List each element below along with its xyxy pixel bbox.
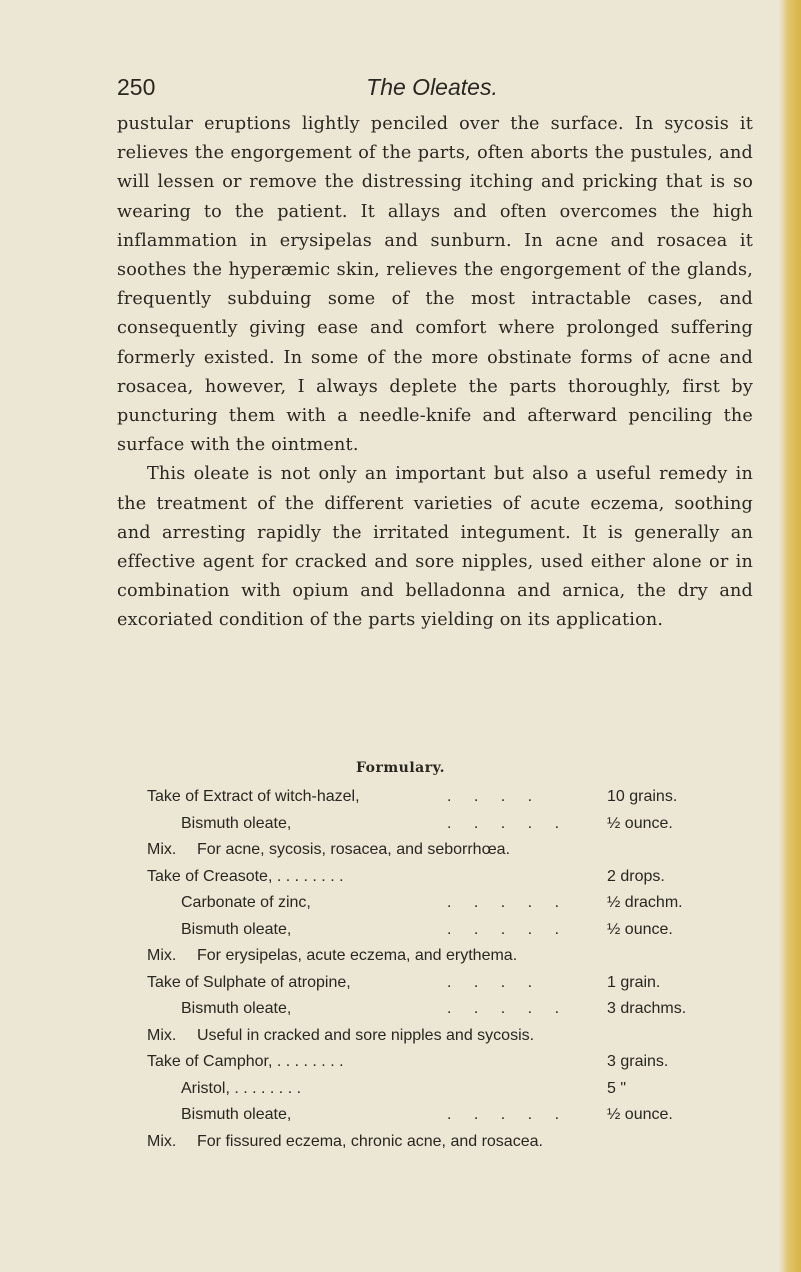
formulary-mix-line <box>147 1023 732 1050</box>
leader-dots: . . . . . <box>447 1000 569 1017</box>
ingredient-amount: ½ ounce. <box>607 814 673 832</box>
mix-indication: For fissured eczema, chronic acne, and rosacea. <box>197 1132 543 1150</box>
formulary-ingredient-line <box>147 1076 732 1103</box>
ingredient-amount: 5 " <box>607 1079 627 1097</box>
formulary-ingredient-line <box>147 890 732 917</box>
mix-label: Mix. <box>147 947 177 964</box>
formulary-ingredient-line <box>147 811 732 838</box>
ingredient-name: Bismuth oleate, <box>181 814 292 832</box>
ingredient-name: Take of Sulphate of atropine, <box>147 973 351 991</box>
formulary-ingredient-line <box>147 970 732 997</box>
formulary-list <box>147 784 732 1155</box>
ingredient-name: Bismuth oleate, <box>181 1106 292 1123</box>
formulary-mix-line <box>147 1129 732 1156</box>
body-text <box>117 110 753 636</box>
paragraph: This oleate is not only an important but also a useful remedy in the treatment of the different varieties of acute eczema, soothing and arresting rapidly the irritated integument. It is generally an effective agent for cracked and sore nipples, used either alone or in combination with opium and belladonna and arnica, the dry and excoriated condition of the parts yielding on its application. <box>117 464 753 631</box>
leader-dots: . . . . . <box>447 894 569 911</box>
mix-indication: Useful in cracked and sore nipples and sycosis. <box>197 1026 535 1044</box>
formulary-mix-line <box>147 943 732 970</box>
ingredient-amount: ½ ounce. <box>607 920 673 938</box>
ingredient-amount: ½ ounce. <box>607 1106 673 1123</box>
ingredient-amount: ½ drachm. <box>607 894 683 911</box>
page-number: 250 <box>117 74 156 100</box>
mix-indication: For acne, sycosis, rosacea, and seborrhœa. <box>197 841 511 858</box>
ingredient-amount: 3 drachms. <box>607 1000 687 1017</box>
ingredient-amount: 2 drops. <box>607 867 665 885</box>
formulary-ingredient-line <box>147 1102 732 1129</box>
formulary-ingredient-line <box>147 1049 732 1076</box>
formulary-ingredient-line <box>147 864 732 891</box>
formulary-heading: Formulary. <box>355 760 446 776</box>
ingredient-name: Bismuth oleate, <box>181 920 292 938</box>
ingredient-amount: 3 grains. <box>607 1053 669 1070</box>
ingredient-amount: 1 grain. <box>607 973 661 991</box>
ingredient-name: Take of Camphor, . . . . . . . . <box>147 1053 344 1070</box>
formulary-ingredient-line <box>147 784 732 811</box>
leader-dots: . . . . <box>447 788 542 805</box>
leader-dots: . . . . . <box>447 814 569 832</box>
formulary-ingredient-line <box>147 917 732 944</box>
ingredient-name: Take of Extract of witch-hazel, <box>147 788 360 805</box>
mix-indication: For erysipelas, acute eczema, and erythema. <box>197 947 518 964</box>
running-title: The Oleates. <box>366 74 498 100</box>
ingredient-name: Take of Creasote, . . . . . . . . <box>147 867 344 885</box>
ingredient-name: Carbonate of zinc, <box>181 894 311 911</box>
formulary-ingredient-line <box>147 996 732 1023</box>
mix-label: Mix. <box>147 1132 177 1150</box>
ingredient-name: Bismuth oleate, <box>181 1000 292 1017</box>
paragraph: pustular eruptions lightly penciled over the surface. In sycosis it relieves the engorgement of the parts, often aborts the pustules, and will lessen or remove the distressing itching and pricking that is so wearing to the patient. It allays and often overcomes the high inflammation in erysipelas and sunburn. In acne and rosacea it soothes the hyperæmic skin, relieves the engorgement of the glands, frequently subduing some of the most intractable cases, and consequently giving ease and comfort where prolonged suffering formerly existed. In some of the more obstinate forms of acne and rosacea, however, I always deplete the parts thoroughly, first by puncturing them with a needle-knife and afterward penciling the surface with the ointment. <box>117 114 753 456</box>
running-header <box>117 74 747 110</box>
leader-dots: . . . . . <box>447 1106 569 1123</box>
ingredient-name: Aristol, . . . . . . . . <box>181 1079 302 1097</box>
mix-label: Mix. <box>147 841 177 858</box>
mix-label: Mix. <box>147 1026 177 1044</box>
ingredient-amount: 10 grains. <box>607 788 678 805</box>
leader-dots: . . . . . <box>447 920 569 938</box>
page-edge <box>779 0 801 1272</box>
leader-dots: . . . . <box>447 973 542 991</box>
formulary-mix-line <box>147 837 732 864</box>
